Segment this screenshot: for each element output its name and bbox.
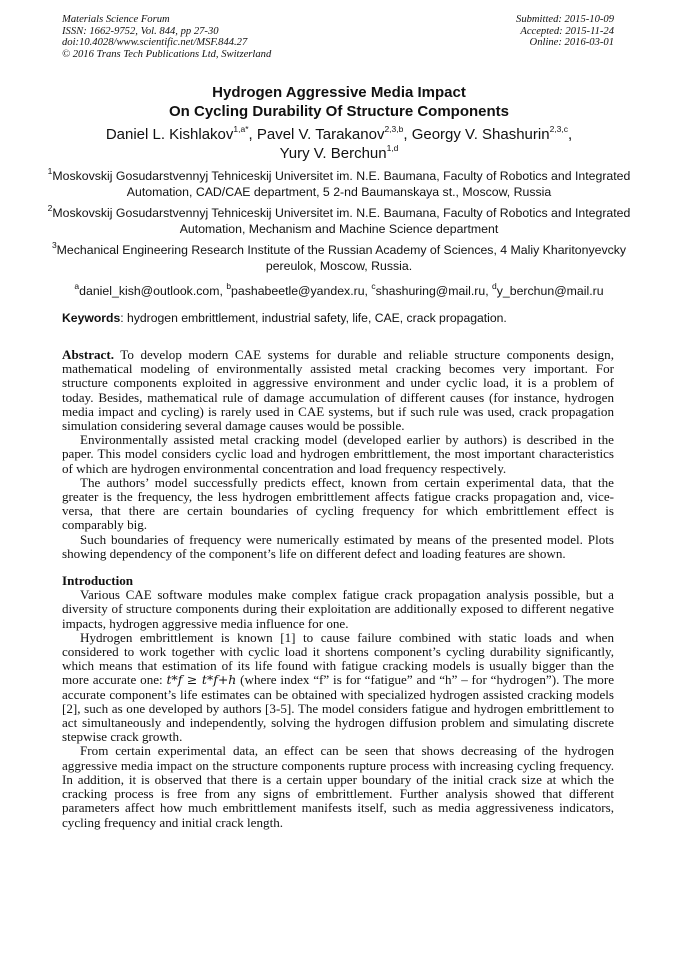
journal-name: Materials Science Forum bbox=[62, 14, 170, 25]
affiliation bbox=[40, 202, 638, 237]
copyright-line: © 2016 Trans Tech Publications Ltd, Switzerland bbox=[62, 48, 272, 60]
abstract-paragraph: Environmentally assisted metal cracking model (developed earlier by authors) is described in the paper. This model considers cyclic load and hydrogen embrittlement, the most important characteristics of which are hydrogen environmental concentration and load frequency respectively. bbox=[62, 432, 614, 476]
affiliation-num: 1 bbox=[47, 165, 53, 176]
affiliation-num: 2 bbox=[47, 202, 53, 213]
author-name: Georgy V. Shashurin bbox=[411, 126, 550, 143]
keywords bbox=[62, 311, 618, 326]
keywords-label: Keywords bbox=[62, 311, 121, 325]
submitted-date: Submitted: 2015-10-09 bbox=[516, 14, 614, 25]
email-sup: b bbox=[226, 280, 232, 291]
author-sup: 1,a* bbox=[233, 124, 249, 134]
email-list bbox=[40, 280, 638, 299]
abstract-paragraph: The authors’ model successfully predicts effect, known from certain experimental data, that the greater is the frequency, the less hydrogen embrittlement affects fatigue cracks propagation and, vice-versa, that there are certain boundaries of cycling frequency for which embrittlement effect is comparably big. bbox=[62, 474, 614, 533]
journal-header bbox=[62, 14, 271, 60]
intro-paragraph: From certain experimental data, an effect can be seen that shows decreasing of the hydrogen aggressive media impact on the structure components rupture process with increasing cycling frequency. In addition, it is observed that there is a certain upper boundary of the initial crack size at which the cracking process is free from any signs of embrittlement. Further analysis showed that different parameters affect how much embrittlement manifests itself, such as media aggressiveness indicators, cycling frequency and initial crack length. bbox=[62, 743, 614, 830]
affiliation-text: Moskovskij Gosudarstvennyj Tehniceskij Universitet im. N.E. Baumana, Faculty of Robotics and Integrated Automation, Mechanism and Machine Science department bbox=[52, 206, 631, 236]
author-name: Daniel L. Kishlakov bbox=[105, 126, 234, 143]
section-heading: Introduction bbox=[62, 573, 134, 589]
body-text bbox=[62, 348, 614, 830]
email-sep: , bbox=[364, 284, 372, 298]
life-inequality-formula: t*f ≥ t*f+h bbox=[166, 672, 237, 688]
author-name: Pavel V. Tarakanov bbox=[256, 126, 385, 143]
abstract-text: To develop modern CAE systems for durable and reliable structure components design, mathematical modeling of environmentally assisted metal cracking becomes very important. For structure components exploited in aggressive environment and under cyclic load, it is a problem of today. Besides, mathematical rule of damage accumulation of different causes (for instance, hydrogen media impact and cycling) is rarely used in CAE systems, but if such rule was used, crack propagation simulation considering several damage causes would be possible. bbox=[62, 347, 614, 434]
author-sup: 2,3,c bbox=[549, 124, 569, 134]
intro-text: Hydrogen embrittlement is known [1] to cause failure combined with static loads and when considered to work together with cyclic load it shortens component’s cycling durability significantly, which means that estimation of its life found with fatigue cracking models is usually bigger than the more accurate one: bbox=[62, 629, 614, 688]
keywords-text: : hydrogen embrittlement, industrial safety, life, CAE, crack propagation. bbox=[120, 311, 507, 325]
title-block bbox=[40, 83, 638, 299]
author-list bbox=[40, 125, 638, 163]
dates-header bbox=[516, 14, 614, 49]
email-sep: , bbox=[485, 284, 493, 298]
title-line-1: Hydrogen Aggressive Media Impact bbox=[212, 84, 466, 101]
intro-text: (where index “f” is for “fatigue” and “h” – for “hydrogen”). The more accurate component’s life estimates can be obtained with specialized hydrogen assisted cracking models [2], such as one developed by authors [3-5]. The model considers fatigue and hydrogen embrittlement to act simultaneously and independently, solving the hydrogen diffusion problem and simulating discrete stepwise crack growth. bbox=[62, 672, 615, 745]
title-line-2: On Cycling Durability Of Structure Components bbox=[168, 103, 510, 120]
affiliation-text: Moskovskij Gosudarstvennyj Tehniceskij Universitet im. N.E. Baumana, Faculty of Robotics and Integrated Automation, CAD/CAE department, 5 2-nd Baumanskaya st., Moscow, Russia bbox=[52, 169, 631, 199]
author-sup: 2,3,b bbox=[384, 124, 404, 134]
email-sup: d bbox=[492, 280, 497, 291]
issn-line: ISSN: 1662-9752, Vol. 844, pp 27-30 bbox=[62, 25, 219, 37]
email-link[interactable]: shashuring@mail.ru bbox=[375, 284, 486, 298]
email-sup: c bbox=[371, 280, 376, 291]
paper-title bbox=[40, 83, 638, 121]
abstract-label: Abstract. bbox=[62, 347, 114, 362]
author-name: Yury V. Berchun bbox=[279, 145, 387, 162]
accepted-date: Accepted: 2015-11-24 bbox=[520, 25, 614, 37]
email-link[interactable]: y_berchun@mail.ru bbox=[496, 284, 604, 298]
author-sep: , bbox=[568, 126, 573, 143]
online-date: Online: 2016-03-01 bbox=[529, 37, 614, 49]
doi-line: doi:10.4028/www.scientific.net/MSF.844.27 bbox=[62, 37, 248, 49]
author-sep: , bbox=[248, 126, 257, 143]
author-sup: 1,d bbox=[386, 143, 399, 153]
affiliation-num: 3 bbox=[51, 239, 57, 250]
intro-paragraph bbox=[62, 631, 614, 745]
affiliation-text: Mechanical Engineering Research Institute of the Russian Academy of Sciences, 4 Maliy Kharitonyevcky pereulok, Moscow, Russia. bbox=[56, 243, 627, 273]
author-sep: , bbox=[403, 126, 412, 143]
email-sep: , bbox=[219, 284, 227, 298]
abstract-paragraph bbox=[62, 348, 614, 433]
affiliation bbox=[40, 239, 638, 274]
email-link[interactable]: pashabeetle@yandex.ru bbox=[231, 284, 365, 298]
affiliation bbox=[40, 165, 638, 200]
intro-paragraph: Various CAE software modules make complex fatigue crack propagation analysis possible, but a diversity of structure components during their exploitation are additionally exposed to different negative impacts, hydrogen aggressive media influence for one. bbox=[62, 587, 614, 631]
email-sup: a bbox=[74, 280, 80, 291]
email-link[interactable]: daniel_kish@outlook.com bbox=[79, 284, 220, 298]
abstract-paragraph: Such boundaries of frequency were numerically estimated by means of the presented model. Plots showing dependency of the component’s life on different defect and loading features are shown. bbox=[62, 531, 614, 561]
